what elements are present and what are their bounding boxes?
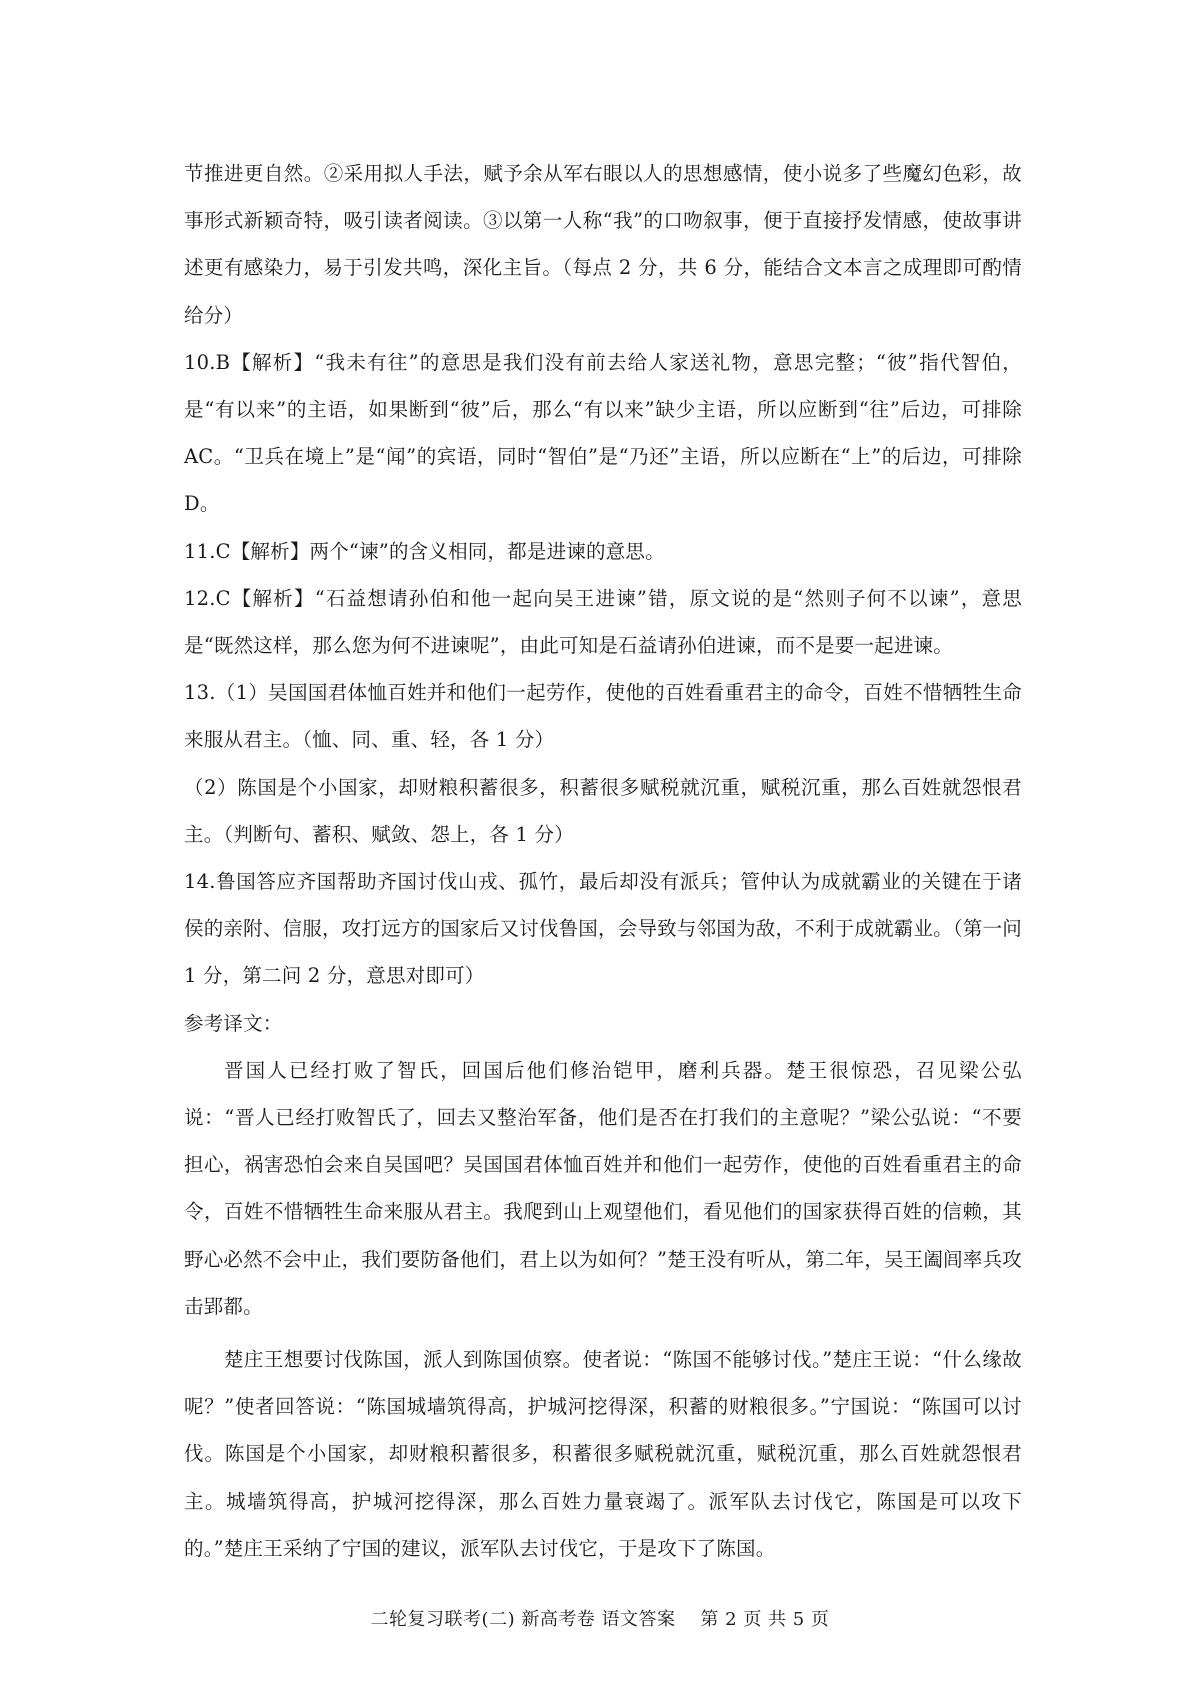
q14-answer: 14.鲁国答应齐国帮助齐国讨伐山戎、孤竹，最后却没有派兵；管仲认为成就霸业的关键在于诸侯的亲附、信服，攻打远方的国家后又讨伐鲁国，会导致与邻国为敌，不利于成就霸业。（第一问 1 分，第二问 2 分，意思对即可） [184,870,1022,988]
translation-heading: 参考译文： [184,1011,283,1035]
q12-answer: 12.C【解析】“石益想请孙伯和他一起向吴王进谏”错，原文说的是“然则子何不以谏”，意思是“既然这样，那么您为何不进谏呢”，由此可知是石益请孙伯进谏，而不是要一起进谏。 [184,586,1022,658]
q11-answer: 11.C【解析】两个“谏”的含义相同，都是进谏的意思。 [184,539,665,563]
answer-content [184,150,1022,1572]
q13-part2-answer: （2）陈国是个小国家，却财粮积蓄很多，积蓄很多赋税就沉重，赋税沉重，那么百姓就怨恨君主。（判断句、蓄积、赋敛、怨上，各 1 分） [184,775,1022,846]
translation-paragraph-1: 晋国人已经打败了智氏，回国后他们修治铠甲，磨利兵器。楚王很惊恐，召见梁公弘说：“晋人已经打败智氏了，回去又整治军备，他们是否在打我们的主意呢？”梁公弘说：“不要担心，祸害恐怕会来自吴国吧？吴国国君体恤百姓并和他们一起劳作，使他的百姓看重君主的命令，百姓不惜牺牲生命来服从君主。我爬到山上观望他们，看见他们的国家获得百姓的信赖，其野心必然不会中止，我们要防备他们，君上以为如何？”楚王没有听从，第二年，吴王阖闾率兵攻击郢都。 [184,1058,1022,1318]
q13-part1-answer: 13.（1）吴国国君体恤百姓并和他们一起劳作，使他的百姓看重君主的命令，百姓不惜牺牲生命来服从君主。（恤、同、重、轻，各 1 分） [184,681,1022,752]
q10-answer: 10.B【解析】“我未有往”的意思是我们没有前去给人家送礼物，意思完整；“彼”指代智伯，是“有以来”的主语，如果断到“彼”后，那么“有以来”缺少主语，所以应断到“往”后边，可排除 AC。“卫兵在境上”是“闻”的宾语，同时“智伯”是“乃还”主语，所以应断在“上”的后边，可排除 D。 [184,350,1022,516]
page-footer: 二轮复习联考(二) 新高考卷 语文答案 第 2 页 共 5 页 [370,1609,830,1630]
q9-answer-continued: 节推进更自然。②采用拟人手法，赋予余从军右眼以人的思想感情，使小说多了些魔幻色彩，故事形式新颖奇特，吸引读者阅读。③以第一人称“我”的口吻叙事，便于直接抒发情感，使故事讲述更有感染力，易于引发共鸣，深化主旨。（每点 2 分，共 6 分，能结合文本言之成理即可酌情给分） [184,162,1022,327]
translation-paragraph-2: 楚庄王想要讨伐陈国，派人到陈国侦察。使者说：“陈国不能够讨伐。”楚庄王说：“什么缘故呢？”使者回答说：“陈国城墙筑得高，护城河挖得深，积蓄的财粮很多。”宁国说：“陈国可以讨伐。陈国是个小国家，却财粮积蓄很多，积蓄很多赋税就沉重，赋税沉重，那么百姓就怨恨君主。城墙筑得高，护城河挖得深，那么百姓力量衰竭了。派军队去讨伐它，陈国是可以攻下的。”楚庄王采纳了宁国的建议，派军队去讨伐它，于是攻下了陈国。 [184,1348,1022,1560]
